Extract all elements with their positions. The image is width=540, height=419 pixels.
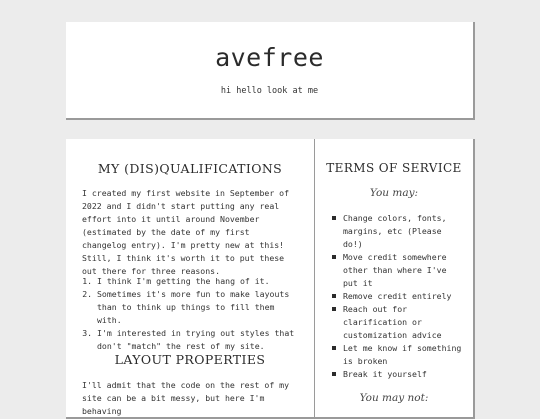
you-may-item: Move credit somewhere other than where I've put it — [343, 251, 465, 290]
you-may-heading: You may: — [369, 187, 419, 199]
terms-of-service-heading: TERMS OF SERVICE — [326, 161, 462, 175]
qualifications-text: I created my first website in September of 2022 and I didn't start putting any real effort into it until around November (estimated by the date of my first changelog entry). I'm pretty new at this! Still, I think it's worth it to put these out there for three reasons. — [82, 188, 290, 276]
qualifications-heading: MY (DIS)QUALIFICATIONS — [97, 161, 283, 176]
reason-item: 3. I'm interested in trying out styles that don't "match" the rest of my site. — [97, 327, 298, 353]
site-subtitle: hi hello look at me — [220, 86, 319, 96]
site-title: avefree — [215, 43, 324, 72]
layout-properties-text: I'll admit that the code on the rest of my site can be a bit messy, but here I'm behaving — [82, 380, 290, 416]
you-may-item: Change colors, fonts, margins, etc (Please do!) — [343, 212, 465, 251]
header-panel — [66, 22, 475, 120]
terms-sidebar-panel — [315, 139, 475, 419]
you-may-item: Remove credit entirely — [343, 290, 465, 303]
main-content-panel — [66, 139, 316, 419]
you-may-item: Break it yourself — [343, 368, 465, 381]
reason-item: 2. Sometimes it's more fun to make layouts than to think up things to fill them with. — [97, 288, 298, 327]
reasons-list — [82, 275, 298, 353]
you-may-item: Let me know if something is broken — [343, 342, 465, 368]
you-may-not-heading: You may not: — [359, 392, 429, 404]
you-may-list — [323, 212, 465, 381]
reason-item: 1. I think I'm getting the hang of it. — [97, 275, 298, 288]
layout-properties-heading: LAYOUT PROPERTIES — [114, 352, 266, 367]
you-may-item: Reach out for clarification or customization advice — [343, 303, 465, 342]
